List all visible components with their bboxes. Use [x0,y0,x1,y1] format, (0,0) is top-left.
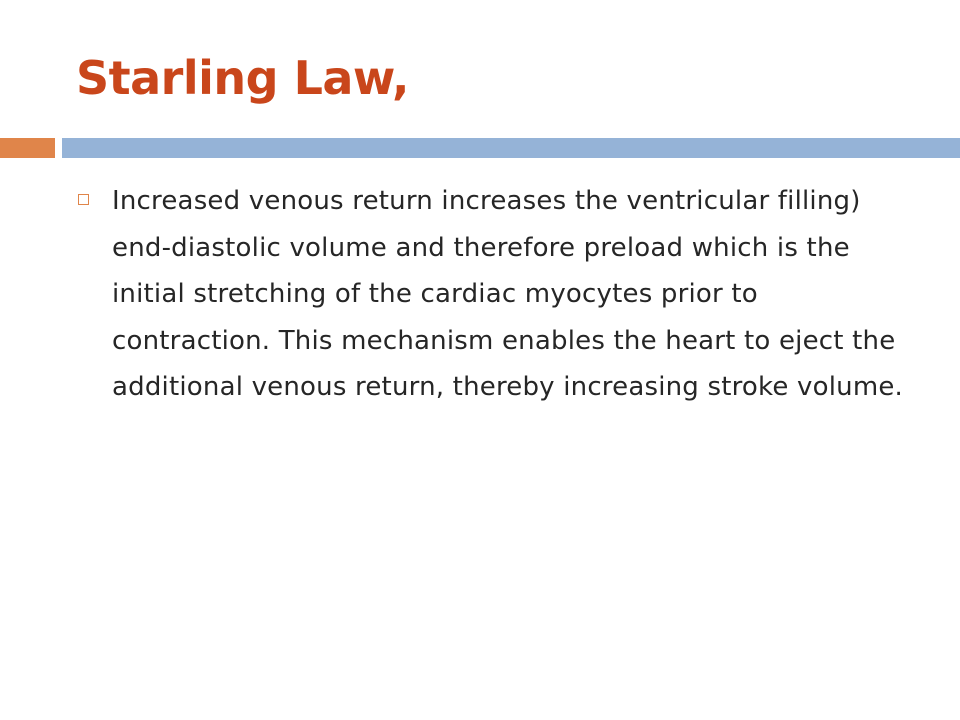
square-bullet-icon [78,194,89,205]
title-divider-bar [62,138,960,158]
slide-title: Starling Law, [76,51,409,105]
title-accent-bar [0,138,55,158]
bullet-item [74,178,924,411]
bullet-text: Increased venous return increases the ventricular filling) end-diastolic volume and therefore preload which is the initial stretching of the cardiac myocytes prior to contraction. This mechanism enables the heart to eject the additional venous return, thereby increasing stroke volume. [112,186,904,402]
slide-body [74,178,924,411]
